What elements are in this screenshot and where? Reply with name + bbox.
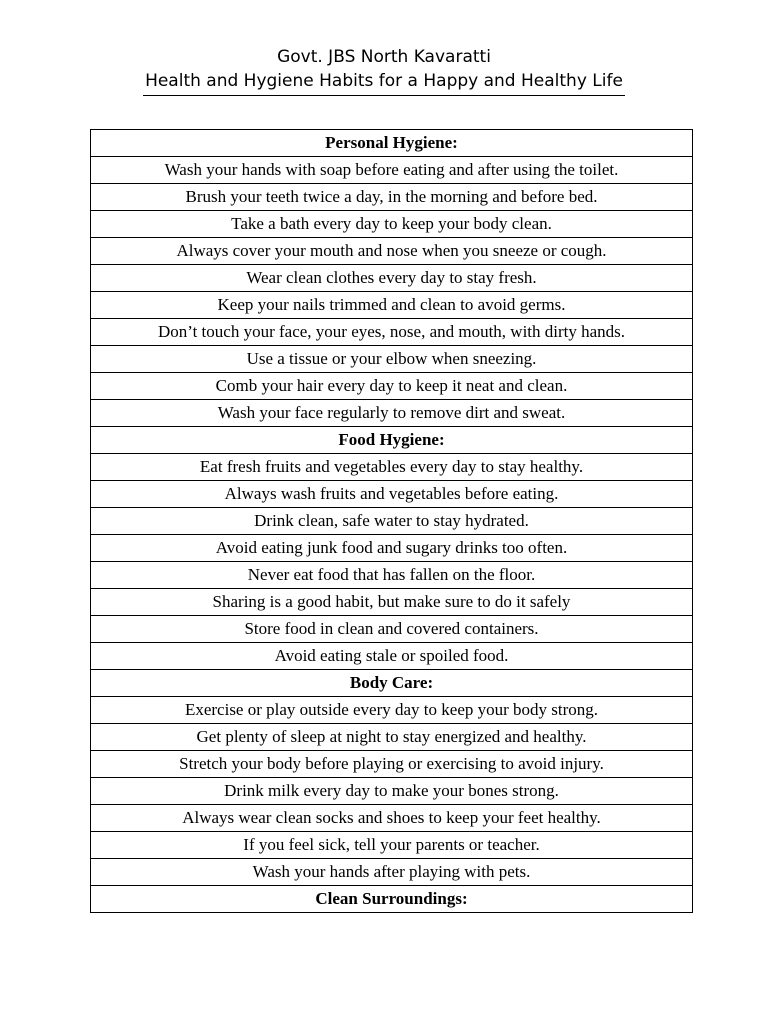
section-heading-row bbox=[91, 130, 693, 157]
section-heading-row bbox=[91, 886, 693, 913]
habit-item: Comb your hair every day to keep it neat and clean. bbox=[91, 373, 693, 400]
habit-item: Wash your hands with soap before eating and after using the toilet. bbox=[91, 157, 693, 184]
table-row bbox=[91, 292, 693, 319]
table-row bbox=[91, 481, 693, 508]
habit-item: Get plenty of sleep at night to stay energized and healthy. bbox=[91, 724, 693, 751]
habit-item: Brush your teeth twice a day, in the morning and before bed. bbox=[91, 184, 693, 211]
habit-item: Wash your face regularly to remove dirt and sweat. bbox=[91, 400, 693, 427]
habit-item: Drink milk every day to make your bones strong. bbox=[91, 778, 693, 805]
table-row bbox=[91, 157, 693, 184]
table-row bbox=[91, 400, 693, 427]
table-row bbox=[91, 616, 693, 643]
habit-item: Eat fresh fruits and vegetables every day to stay healthy. bbox=[91, 454, 693, 481]
section-heading: Clean Surroundings: bbox=[91, 886, 693, 913]
table-row bbox=[91, 562, 693, 589]
habit-item: Always cover your mouth and nose when you sneeze or cough. bbox=[91, 238, 693, 265]
section-heading-row bbox=[91, 427, 693, 454]
habit-item: Never eat food that has fallen on the floor. bbox=[91, 562, 693, 589]
habit-item: Stretch your body before playing or exercising to avoid injury. bbox=[91, 751, 693, 778]
table-row bbox=[91, 454, 693, 481]
habit-item: Wash your hands after playing with pets. bbox=[91, 859, 693, 886]
table-row bbox=[91, 238, 693, 265]
table-row bbox=[91, 319, 693, 346]
table-row bbox=[91, 697, 693, 724]
document-header bbox=[0, 44, 768, 96]
habit-item: Store food in clean and covered containers. bbox=[91, 616, 693, 643]
table-row bbox=[91, 859, 693, 886]
table-row bbox=[91, 373, 693, 400]
habits-table-body bbox=[91, 130, 693, 913]
table-row bbox=[91, 265, 693, 292]
table-row bbox=[91, 535, 693, 562]
table-row bbox=[91, 724, 693, 751]
habit-item: Take a bath every day to keep your body clean. bbox=[91, 211, 693, 238]
table-row bbox=[91, 184, 693, 211]
table-row bbox=[91, 751, 693, 778]
section-heading: Food Hygiene: bbox=[91, 427, 693, 454]
table-row bbox=[91, 643, 693, 670]
table-row bbox=[91, 805, 693, 832]
section-heading-row bbox=[91, 670, 693, 697]
table-row bbox=[91, 832, 693, 859]
habit-item: If you feel sick, tell your parents or teacher. bbox=[91, 832, 693, 859]
habit-item: Use a tissue or your elbow when sneezing. bbox=[91, 346, 693, 373]
habit-item: Avoid eating junk food and sugary drinks too often. bbox=[91, 535, 693, 562]
habit-item: Keep your nails trimmed and clean to avoid germs. bbox=[91, 292, 693, 319]
habit-item: Exercise or play outside every day to keep your body strong. bbox=[91, 697, 693, 724]
table-row bbox=[91, 589, 693, 616]
habit-item: Drink clean, safe water to stay hydrated. bbox=[91, 508, 693, 535]
habit-item: Wear clean clothes every day to stay fresh. bbox=[91, 265, 693, 292]
habit-item: Sharing is a good habit, but make sure to do it safely bbox=[91, 589, 693, 616]
school-name: Govt. JBS North Kavaratti bbox=[277, 47, 491, 67]
table-row bbox=[91, 211, 693, 238]
table-row bbox=[91, 508, 693, 535]
section-heading: Body Care: bbox=[91, 670, 693, 697]
document-title: Health and Hygiene Habits for a Happy and Healthy Life bbox=[143, 70, 625, 96]
habit-item: Don’t touch your face, your eyes, nose, and mouth, with dirty hands. bbox=[91, 319, 693, 346]
table-row bbox=[91, 778, 693, 805]
habit-item: Always wear clean socks and shoes to keep your feet healthy. bbox=[91, 805, 693, 832]
habits-table bbox=[90, 129, 693, 913]
habit-item: Avoid eating stale or spoiled food. bbox=[91, 643, 693, 670]
section-heading: Personal Hygiene: bbox=[91, 130, 693, 157]
habit-item: Always wash fruits and vegetables before eating. bbox=[91, 481, 693, 508]
table-row bbox=[91, 346, 693, 373]
